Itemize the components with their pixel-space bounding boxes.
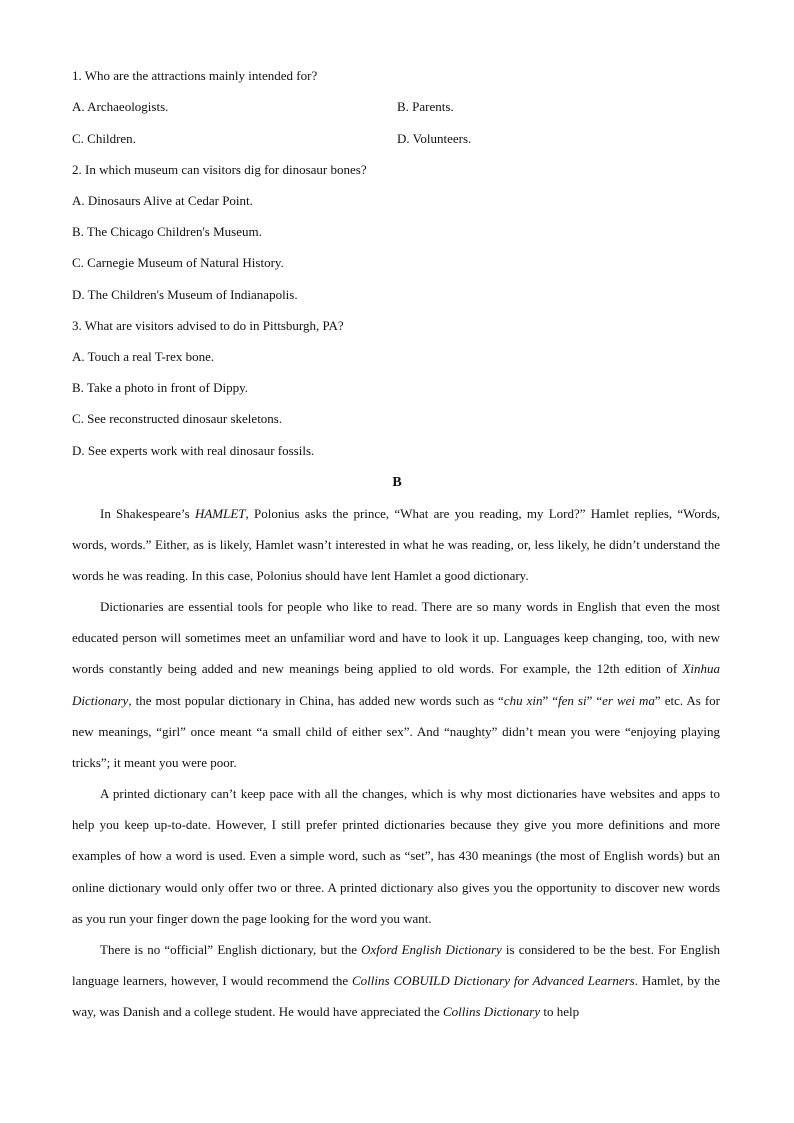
collins-title: Collins Dictionary — [442, 1004, 541, 1020]
xinhua-title: Xinhua Dictionary — [72, 661, 720, 708]
q2-option-c: C. Carnegie Museum of Natural History. — [72, 255, 284, 270]
question-2-stem: 2. In which museum can visitors dig for dinosaur bones? — [72, 162, 367, 177]
q3-option-d: D. See experts work with real dinosaur fossils. — [72, 443, 315, 458]
question-1-stem: 1. Who are the attractions mainly intended for? — [72, 68, 318, 83]
q1-option-d: D. Volunteers. — [397, 131, 472, 146]
q2-option-b: B. The Chicago Children's Museum. — [72, 224, 262, 239]
q1-option-a: A. Archaeologists. — [72, 99, 169, 114]
paragraph-1: In Shakespeare’s HAMLET, Polonius asks the prince, “What are you reading, my Lord?” Hamlet replies, “Words, words, words.” Either, as is likely, Hamlet wasn’t interested in what he was reading, or, less likely, he didn’t understand the words he was reading. In this case, Polonius should have lent Hamlet a good dictionary. — [72, 506, 721, 584]
paragraph-3: A printed dictionary can’t keep pace with all the changes, which is why most dictionaries have websites and apps to help you keep up-to-date. However, I still prefer printed dictionaries because they give you more definitions and more examples of how a word is used. Even a simple word, such as “set”, has 430 meanings (the most of English words) but an online dictionary would only offer two or three. A printed dictionary also gives you the opportunity to discover new words as you run your finger down the page looking for the word you want. — [72, 786, 720, 926]
q3-option-c: C. See reconstructed dinosaur skeletons. — [72, 411, 283, 426]
paragraph-2: Dictionaries are essential tools for people who like to read. There are so many words in English that even the most educated person will sometimes meet an unfamiliar word and have to look it up. Languages keep changing, too, with new words constantly being added and new meanings being applied to old words. For example, the 12th edition of Xinhua Dictionary, the most popular dictionary in China, has added new words such as “chu xin” “fen si” “er wei ma” etc. As for new meanings, “girl” once meant “a small child of either sex”. And “naughty” didn’t mean you were “enjoying playing tricks”; it meant you were poor. — [72, 599, 720, 771]
q1-option-c: C. Children. — [72, 131, 136, 146]
collins-cobuild-title: Collins COBUILD Dictionary for Advanced Learners — [352, 973, 635, 989]
hamlet-title: HAMLET — [194, 506, 246, 521]
q2-option-d: D. The Children's Museum of Indianapolis. — [72, 287, 298, 302]
section-heading: B — [392, 475, 402, 490]
oxford-title: Oxford English Dictionary — [361, 942, 502, 957]
paragraph-4: There is no “official” English dictionary, but the Oxford English Dictionary is considered to be the best. For English language learners, however, I would recommend the Collins COBUILD Dictionary for Advanced Learners. Hamlet, by the way, was Danish and a college student. He would have appreciated the Collins Dictionary to help — [72, 942, 721, 1020]
q1-option-b: B. Parents. — [397, 99, 454, 114]
q2-option-a: A. Dinosaurs Alive at Cedar Point. — [72, 193, 253, 208]
q3-option-b: B. Take a photo in front of Dippy. — [72, 380, 249, 395]
question-3-stem: 3. What are visitors advised to do in Pittsburgh, PA? — [72, 318, 344, 333]
q3-option-a: A. Touch a real T-rex bone. — [72, 349, 215, 364]
